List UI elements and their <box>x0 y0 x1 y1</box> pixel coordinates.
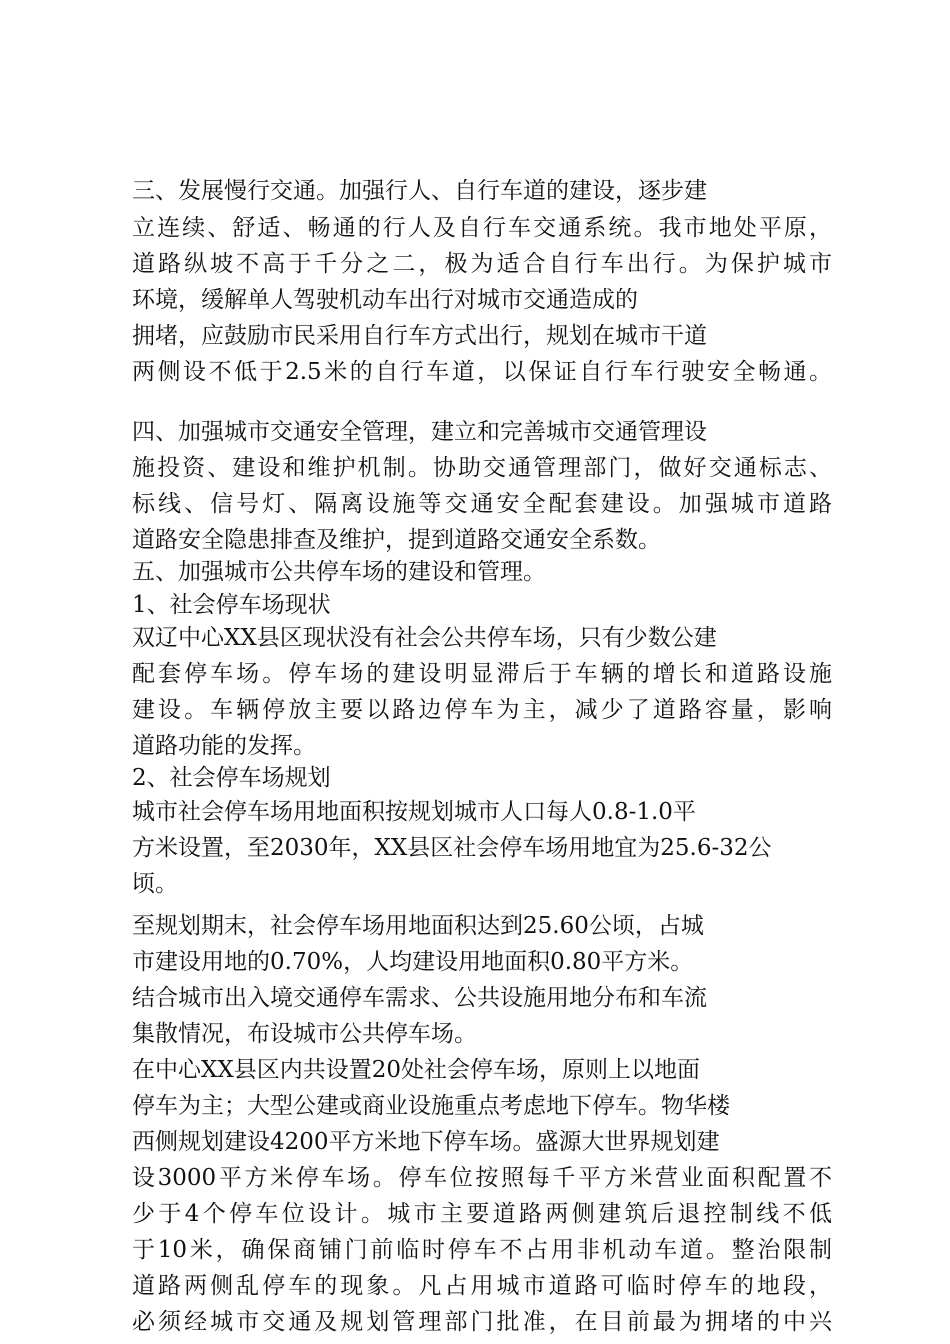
text-line: 施投资、建设和维护机制。协助交通管理部门，做好交通标志、 <box>132 455 832 481</box>
text-line: 至规划期末，社会停车场用地面积达到25.60公顷，占城 <box>132 913 704 939</box>
text-line: 配套停车场。停车场的建设明显滞后于车辆的增长和道路设施 <box>132 661 832 687</box>
text-line: 于10米，确保商铺门前临时停车不占用非机动车道。整治限制 <box>132 1237 832 1263</box>
text-line: 道路安全隐患排查及维护，提到道路交通安全系数。 <box>132 527 661 553</box>
text-line: 顷。 <box>132 871 178 897</box>
text-line: 道路纵坡不高于千分之二，极为适合自行车出行。为保护城市 <box>132 251 832 277</box>
text-line: 在中心XX县区内共设置20处社会停车场，原则上以地面 <box>132 1057 701 1083</box>
text-line: 标线、信号灯、隔离设施等交通安全配套建设。加强城市道路 <box>132 491 832 517</box>
text-line: 市建设用地的0.70%，人均建设用地面积0.80平方米。 <box>132 949 694 975</box>
text-line: 城市社会停车场用地面积按规划城市人口每人0.8-1.0平 <box>132 799 696 825</box>
text-line: 环境，缓解单人驾驶机动车出行对城市交通造成的 <box>132 287 638 313</box>
text-line: 道路功能的发挥。 <box>132 733 316 759</box>
text-line: 方米设置，至2030年，XX县区社会停车场用地宜为25.6-32公 <box>132 835 772 861</box>
text-line: 少于4个停车位设计。城市主要道路两侧建筑后退控制线不低 <box>132 1201 832 1227</box>
text-line: 结合城市出入境交通停车需求、公共设施用地分布和车流 <box>132 985 707 1011</box>
text-line: 拥堵，应鼓励市民采用自行车方式出行，规划在城市干道 <box>132 323 707 349</box>
text-line: 建设。车辆停放主要以路边停车为主，减少了道路容量，影响 <box>132 697 832 723</box>
text-line: 2、社会停车场规划 <box>132 765 331 791</box>
text-line: 集散情况，布设城市公共停车场。 <box>132 1021 477 1047</box>
text-line: 停车为主；大型公建或商业设施重点考虑地下停车。物华楼 <box>132 1093 730 1119</box>
text-line: 设3000平方米停车场。停车位按照每千平方米营业面积配置不 <box>132 1165 832 1191</box>
text-line: 三、发展慢行交通。加强行人、自行车道的建设，逐步建 <box>132 178 707 204</box>
text-line: 五、加强城市公共停车场的建设和管理。 <box>132 559 546 585</box>
text-line: 四、加强城市交通安全管理，建立和完善城市交通管理设 <box>132 419 707 445</box>
text-line: 立连续、舒适、畅通的行人及自行车交通系统。我市地处平原， <box>132 215 832 241</box>
text-line: 两侧设不低于2.5米的自行车道，以保证自行车行驶安全畅通。 <box>132 359 832 385</box>
text-line: 双辽中心XX县区现状没有社会公共停车场，只有少数公建 <box>132 625 717 651</box>
text-line: 必须经城市交通及规划管理部门批准，在目前最为拥堵的中兴 <box>132 1309 832 1335</box>
text-line: 1、社会停车场现状 <box>132 592 331 618</box>
text-line: 道路两侧乱停车的现象。凡占用城市道路可临时停车的地段， <box>132 1273 832 1299</box>
text-line: 西侧规划建设4200平方米地下停车场。盛源大世界规划建 <box>132 1129 720 1155</box>
